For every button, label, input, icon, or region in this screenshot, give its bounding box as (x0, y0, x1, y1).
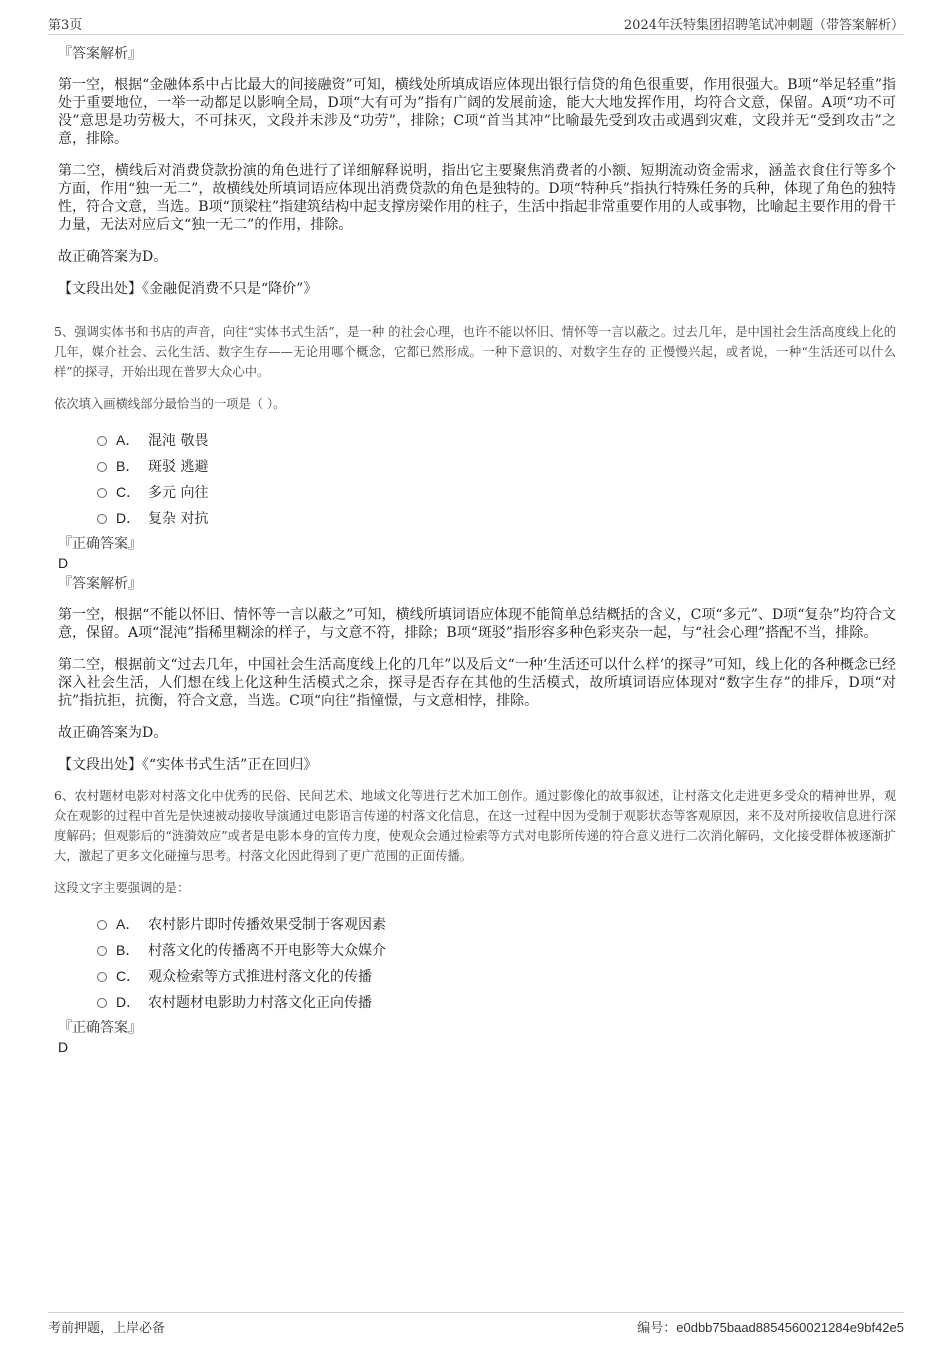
question-5 (54, 322, 896, 774)
option-text: 混沌 敬畏 (148, 433, 209, 449)
option-c[interactable] (58, 480, 896, 506)
option-text: 复杂 对抗 (148, 511, 209, 527)
document-code (637, 1317, 904, 1336)
question-stem: 5、强调实体书和书店的声音，向往“实体书式生活”，是一种 的社会心理，也许不能以怀旧、情怀等一言以蔽之。过去几年，是中国社会生活高度线上化的几年，媒介社会、云化生活、数字生存——无论用哪个概念，它都已然形成。一种下意识的、对数字生存的 正慢慢兴起，或者说，一种“生活还可以什么样”的探寻，开始出现在普罗大众心中。 (54, 325, 896, 379)
question-4-analysis (58, 44, 896, 298)
question-6 (54, 786, 896, 1056)
analysis-label: 『答案解析』 (58, 576, 142, 592)
option-list (58, 912, 896, 1016)
option-letter: A． (116, 432, 140, 448)
analysis-paragraph: 第二空，横线后对消费贷款扮演的角色进行了详细解释说明，指出它主要聚焦消费者的小额、短期流动资金需求，涵盖衣食住行等多个方面，作用“独一无二”，故横线处所填词语应体现出消费贷款的角色是独特的。D项“特种兵”指执行特殊任务的兵种，体现了角色的独特性，符合文意，当选。B项“顶梁柱”指建筑结构中起支撑房梁作用的柱子，生活中指起非常重要作用的人或事物，比喻起主要作用的骨干力量，无法对应后文“独一无二”的作用，排除。 (58, 163, 896, 233)
page-number: 第3页 (48, 18, 83, 33)
option-letter: B． (116, 942, 140, 958)
analysis-paragraph: 第一空，根据“金融体系中占比最大的间接融资”可知，横线处所填成语应体现出银行信贷的角色很重要，作用很强大。B项“举足轻重”指处于重要地位，一举一动都足以影响全局，D项“大有可为”指有广阔的发展前途，能大大地发挥作用，均符合文意，保留。A项“功不可没”意思是功劳极大，不可抹灭，文段并未涉及“功劳”，排除；C项“首当其冲”比喻最先受到攻击或遇到灾难，文段并无“受到攻击”之意，排除。 (58, 77, 896, 147)
source-citation: 【文段出处】《金融促消费不只是“降价”》 (58, 281, 318, 297)
footer-slogan: 考前押题，上岸必备 (48, 1321, 166, 1336)
option-c[interactable] (58, 964, 896, 990)
analysis-paragraph: 第一空，根据“不能以怀旧、情怀等一言以蔽之”可知，横线所填词语应体现不能简单总结概括的含义，C项“多元”、D项“复杂”均符合文意，保留。A项“混沌”指稀里糊涂的样子，与文意不符，排除；B项“斑驳”指形容多种色彩夹杂一起，与“社会心理”搭配不当，排除。 (58, 607, 896, 641)
option-letter: C． (116, 968, 141, 984)
option-letter: C． (116, 484, 141, 500)
option-text: 农村题材电影助力村落文化正向传播 (148, 995, 372, 1011)
question-prompt: 这段文字主要强调的是： (54, 881, 190, 895)
option-a[interactable] (58, 912, 896, 938)
correct-answer: D (58, 1039, 69, 1055)
option-letter: A． (116, 916, 140, 932)
page-content (54, 44, 896, 1056)
option-list (58, 428, 896, 532)
analysis-paragraph: 第二空，根据前文“过去几年，中国社会生活高度线上化的几年”以及后文“一种‘生活还可以什么样’的探寻”可知，线上化的各种概念已经深入社会生活，人们想在线上化这种生活模式之余，探寻是否存在其他的生活模式，故所填词语应体现对“数字生存”的排斥，D项“对抗”指抗拒，抗衡，符合文意，当选。C项“向往”指憧憬，与文意相悖，排除。 (58, 657, 896, 709)
option-text: 观众检索等方式推进村落文化的传播 (148, 969, 372, 985)
option-d[interactable] (58, 506, 896, 532)
option-text: 斑驳 逃避 (148, 459, 209, 475)
radio-icon[interactable] (97, 514, 107, 524)
radio-icon[interactable] (97, 946, 107, 956)
option-letter: B． (116, 458, 140, 474)
option-text: 多元 向往 (148, 485, 209, 501)
radio-icon[interactable] (97, 998, 107, 1008)
radio-icon[interactable] (97, 972, 107, 982)
question-prompt: 依次填入画横线部分最恰当的一项是（ ）。 (54, 397, 286, 411)
option-d[interactable] (58, 990, 896, 1016)
answer-label: 『正确答案』 (58, 1020, 142, 1036)
option-letter: D． (116, 994, 141, 1010)
option-text: 村落文化的传播离不开电影等大众媒介 (148, 943, 386, 959)
radio-icon[interactable] (97, 436, 107, 446)
option-a[interactable] (58, 428, 896, 454)
analysis-label: 『答案解析』 (58, 46, 142, 62)
option-text: 农村影片即时传播效果受制于客观因素 (148, 917, 386, 933)
page-footer (48, 1312, 904, 1337)
radio-icon[interactable] (97, 462, 107, 472)
code-value: e0dbb75baad8854560021284e9bf42e5 (676, 1320, 904, 1335)
option-b[interactable] (58, 938, 896, 964)
radio-icon[interactable] (97, 920, 107, 930)
radio-icon[interactable] (97, 488, 107, 498)
conclusion: 故正确答案为D。 (58, 725, 168, 741)
code-label: 编号： (637, 1321, 677, 1336)
conclusion: 故正确答案为D。 (58, 249, 168, 265)
document-title: 2024年沃特集团招聘笔试冲刺题（带答案解析） (623, 18, 904, 33)
option-letter: D． (116, 510, 141, 526)
question-stem: 6、农村题材电影对村落文化中优秀的民俗、民间艺术、地域文化等进行艺术加工创作。通过影像化的故事叙述，让村落文化走进更多受众的精神世界，观众在观影的过程中首先是快速被动接收导演通过电影语言传递的村落文化信息，在这一过程中因为受制于观影状态等客观原因，来不及对所接收信息进行深度解码；但观影后的“涟漪效应”或者是电影本身的宣传力度，使观众会通过检索等方式对电影所传递的符合意义进行二次消化解码，文化接受群体被逐渐扩大，激起了更多文化碰撞与思考。村落文化因此得到了更广范围的正面传播。 (54, 789, 896, 863)
correct-answer: D (58, 555, 69, 571)
option-b[interactable] (58, 454, 896, 480)
source-citation: 【文段出处】《“实体书式生活”正在回归》 (58, 757, 318, 773)
answer-label: 『正确答案』 (58, 536, 142, 552)
page-header (48, 12, 904, 35)
